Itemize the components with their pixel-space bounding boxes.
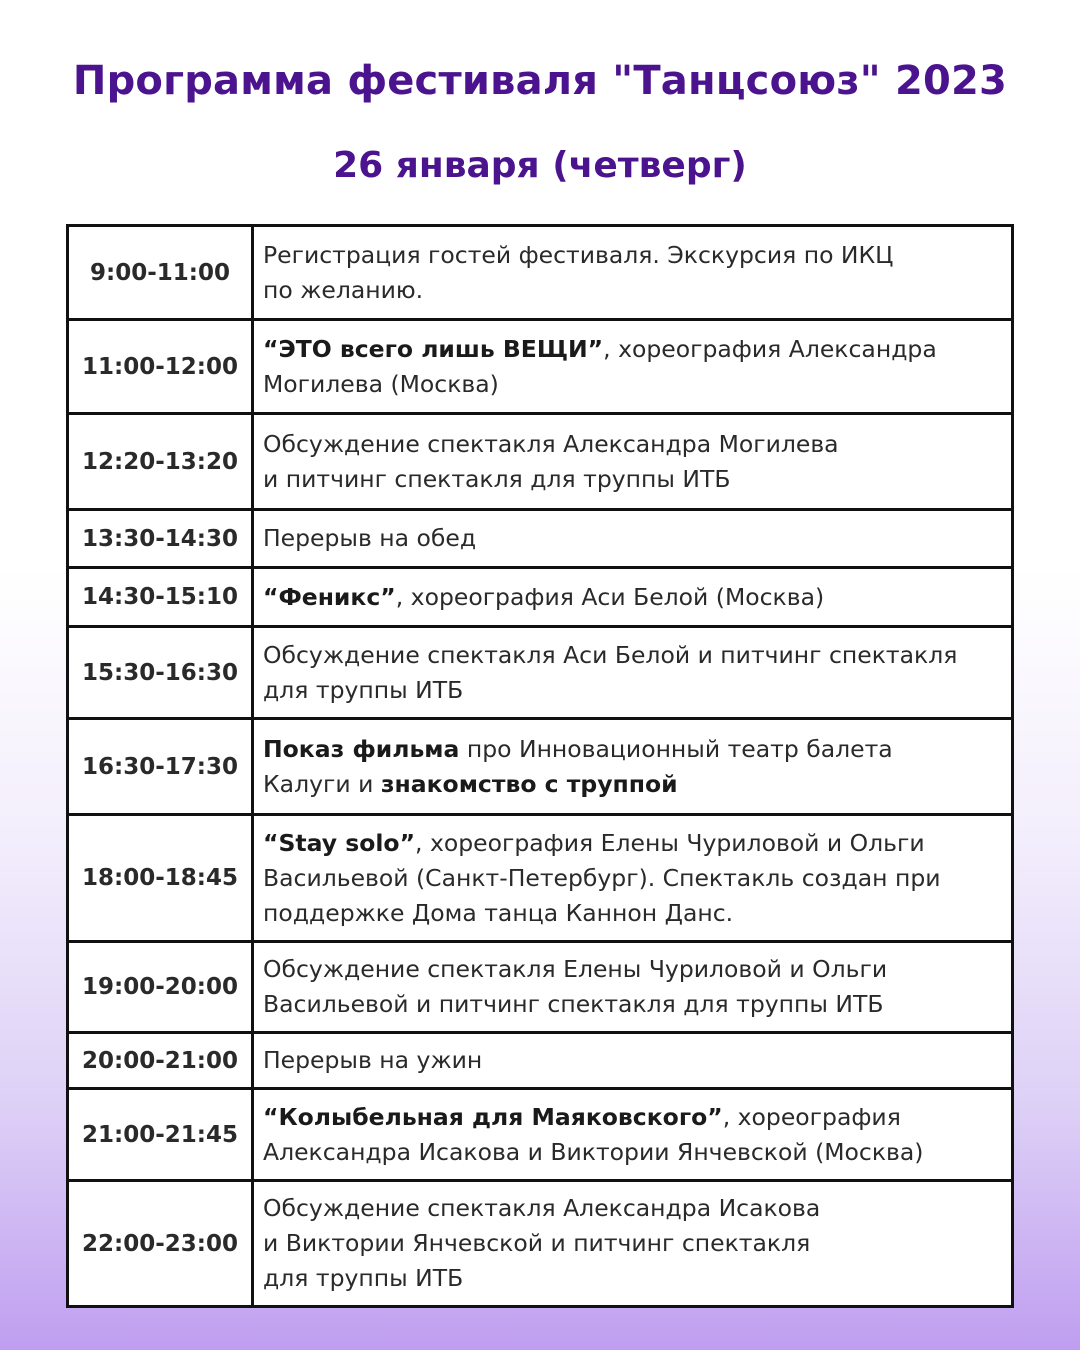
- description-text: Обсуждение спектакля Александра Исакова: [263, 1194, 821, 1222]
- description-text: Регистрация гостей фестиваля. Экскурсия по ИКЦ: [263, 240, 894, 269]
- schedule-time: 14:30-15:10: [68, 568, 253, 627]
- description-line: [263, 1135, 1003, 1170]
- description-text: про Инновационный театр балета: [459, 734, 893, 763]
- description-text: , хореография Александра: [603, 334, 937, 363]
- schedule-description: [253, 1089, 1013, 1181]
- schedule-description: [253, 510, 1013, 568]
- description-line: [263, 952, 1003, 987]
- schedule-time: 18:00-18:45: [68, 815, 253, 942]
- description-text: и Виктории Янчевской и питчинг спектакля: [263, 1229, 811, 1257]
- schedule-description: [253, 414, 1013, 510]
- description-line: [263, 273, 1003, 308]
- schedule-row: [68, 510, 1013, 568]
- schedule-description: [253, 942, 1013, 1033]
- schedule-time: 11:00-12:00: [68, 320, 253, 414]
- schedule-description: [253, 627, 1013, 719]
- description-text: , хореография: [722, 1102, 901, 1131]
- schedule-row: [68, 627, 1013, 719]
- description-text: Калуги и: [263, 769, 381, 798]
- schedule-row: [68, 320, 1013, 414]
- description-line: [263, 367, 1003, 402]
- description-text: поддержке Дома танца Каннон Данс.: [263, 898, 734, 927]
- description-text: Александра Исакова и Виктории Янчевской (Москва): [263, 1137, 924, 1166]
- description-text-bold: Показ фильма: [263, 734, 460, 763]
- schedule-description: [253, 568, 1013, 627]
- description-line: [263, 826, 1003, 861]
- description-text: Обсуждение спектакля Аси Белой и питчинг спектакля: [263, 640, 958, 669]
- description-line: [263, 427, 1003, 462]
- schedule-time: 9:00-11:00: [68, 226, 253, 320]
- description-line: [263, 1191, 1003, 1226]
- description-line: [263, 896, 1003, 931]
- schedule-description: [253, 1033, 1013, 1089]
- schedule-time: 19:00-20:00: [68, 942, 253, 1033]
- description-line: [263, 1043, 1003, 1078]
- description-line: [263, 332, 1003, 367]
- description-line: [263, 732, 1003, 767]
- description-line: [263, 987, 1003, 1022]
- schedule-row: [68, 1033, 1013, 1089]
- description-text: Могилева (Москва): [263, 369, 499, 398]
- description-text-bold: знакомство с труппой: [380, 769, 678, 798]
- description-line: [263, 462, 1003, 497]
- schedule-time: 16:30-17:30: [68, 719, 253, 815]
- description-line: [263, 673, 1003, 708]
- description-text: Обсуждение спектакля Александра Могилева: [263, 429, 839, 458]
- description-text-bold: “Stay solo”: [263, 828, 416, 857]
- schedule-table: [66, 224, 1014, 1308]
- description-line: [263, 1261, 1003, 1296]
- description-text: и питчинг спектакля для труппы ИТБ: [263, 464, 731, 493]
- description-text: Васильевой (Санкт-Петербург). Спектакль создан при: [263, 863, 941, 892]
- schedule-row: [68, 719, 1013, 815]
- schedule-description: [253, 719, 1013, 815]
- description-line: [263, 861, 1003, 896]
- schedule-row: [68, 1181, 1013, 1307]
- schedule-row: [68, 568, 1013, 627]
- description-text-bold: “Феникс”: [263, 582, 396, 611]
- schedule-time: 21:00-21:45: [68, 1089, 253, 1181]
- description-text: , хореография Аси Белой (Москва): [395, 582, 825, 611]
- description-text: Васильевой и питчинг спектакля для труппы ИТБ: [263, 990, 884, 1018]
- schedule-row: [68, 942, 1013, 1033]
- schedule-description: [253, 1181, 1013, 1307]
- schedule-description: [253, 320, 1013, 414]
- description-line: [263, 1100, 1003, 1135]
- description-text: для труппы ИТБ: [263, 675, 464, 704]
- description-line: [263, 638, 1003, 673]
- schedule-time: 13:30-14:30: [68, 510, 253, 568]
- schedule-description: [253, 226, 1013, 320]
- description-text: Обсуждение спектакля Елены Чуриловой и Ольги: [263, 955, 888, 983]
- description-text: , хореография Елены Чуриловой и Ольги: [415, 828, 925, 857]
- schedule-description: [253, 815, 1013, 942]
- schedule-time: 15:30-16:30: [68, 627, 253, 719]
- description-text: по желанию.: [263, 275, 424, 304]
- page-subtitle-date: 26 января (четверг): [333, 145, 747, 186]
- description-text: Перерыв на обед: [263, 524, 477, 552]
- schedule-time: 22:00-23:00: [68, 1181, 253, 1307]
- description-text: для труппы ИТБ: [263, 1264, 464, 1292]
- page-title: Программа фестиваля "Танцсоюз" 2023: [72, 58, 1008, 104]
- description-line: [263, 767, 1003, 802]
- description-text: Перерыв на ужин: [263, 1046, 483, 1074]
- schedule-row: [68, 414, 1013, 510]
- description-text-bold: “Колыбельная для Маяковского”: [263, 1102, 723, 1131]
- schedule-time: 20:00-21:00: [68, 1033, 253, 1089]
- description-text-bold: “ЭТО всего лишь ВЕЩИ”: [263, 334, 604, 363]
- schedule-row: [68, 226, 1013, 320]
- schedule-row: [68, 815, 1013, 942]
- description-line: [263, 521, 1003, 556]
- description-line: [263, 238, 1003, 273]
- description-line: [263, 1226, 1003, 1261]
- schedule-time: 12:20-13:20: [68, 414, 253, 510]
- schedule-row: [68, 1089, 1013, 1181]
- description-line: [263, 580, 1003, 615]
